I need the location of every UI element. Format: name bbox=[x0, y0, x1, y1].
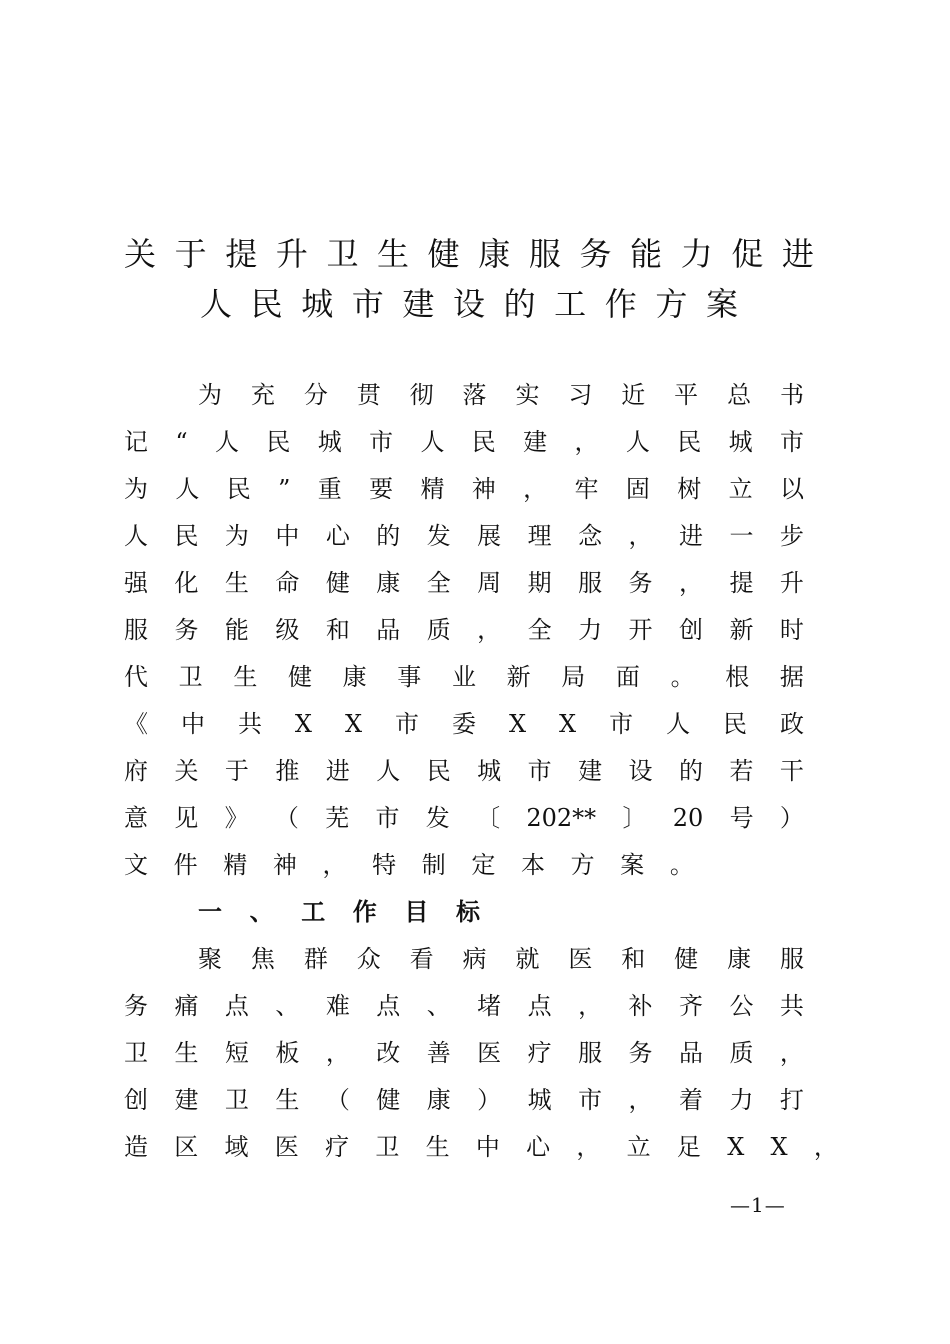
text-char: 市 bbox=[395, 710, 420, 738]
text-char: 焦 bbox=[250, 945, 275, 973]
text-char: 于 bbox=[224, 757, 249, 785]
text-char: 。 bbox=[669, 851, 694, 879]
text-char: 据 bbox=[779, 663, 804, 691]
text-char: 发 bbox=[425, 804, 450, 832]
title-char: 升 bbox=[275, 235, 308, 273]
text-char: 中 bbox=[275, 522, 300, 550]
paragraph-line bbox=[124, 845, 694, 885]
text-char: 提 bbox=[729, 569, 754, 597]
text-char: 新 bbox=[729, 616, 754, 644]
text-char: 改 bbox=[376, 1039, 401, 1067]
title-char: 人 bbox=[200, 285, 233, 323]
text-char: 齐 bbox=[678, 992, 703, 1020]
text-char: 全 bbox=[527, 616, 552, 644]
text-char: 质 bbox=[426, 616, 451, 644]
text-char: 康 bbox=[342, 663, 367, 691]
title-char: 于 bbox=[174, 235, 207, 273]
text-char: 力 bbox=[729, 1086, 754, 1114]
title-char: 促 bbox=[731, 235, 764, 273]
text-char: 人 bbox=[376, 757, 401, 785]
text-char: 康 bbox=[727, 945, 752, 973]
text-char: 医 bbox=[477, 1039, 502, 1067]
page-number: —1— bbox=[730, 1193, 786, 1217]
text-char: X bbox=[727, 1133, 745, 1161]
text-char: 推 bbox=[275, 757, 300, 785]
text-char: X bbox=[344, 710, 363, 738]
text-char: 为 bbox=[224, 522, 249, 550]
title-char: 卫 bbox=[326, 235, 359, 273]
text-char: 务 bbox=[174, 616, 199, 644]
text-char: 足 bbox=[676, 1133, 701, 1161]
text-char: 心 bbox=[325, 522, 350, 550]
title-char: 进 bbox=[781, 235, 814, 273]
text-char: 务 bbox=[628, 569, 653, 597]
text-char: 时 bbox=[779, 616, 804, 644]
text-char: 的 bbox=[376, 522, 401, 550]
text-char: 方 bbox=[570, 851, 595, 879]
text-char: 力 bbox=[578, 616, 603, 644]
text-char: 域 bbox=[224, 1133, 249, 1161]
text-char: 业 bbox=[451, 663, 476, 691]
text-char: 为 bbox=[198, 381, 222, 409]
text-char: 市 bbox=[578, 1086, 603, 1114]
text-char: ， bbox=[576, 1133, 601, 1161]
text-char: 全 bbox=[426, 569, 451, 597]
text-char: 卫 bbox=[178, 663, 203, 691]
text-char: 品 bbox=[376, 616, 401, 644]
text-char: X bbox=[508, 710, 527, 738]
text-char: X bbox=[294, 710, 312, 738]
text-char: 卫 bbox=[375, 1133, 400, 1161]
text-char: 民 bbox=[677, 428, 702, 456]
document-title-line-1 bbox=[124, 232, 814, 276]
paragraph-line bbox=[124, 798, 804, 838]
title-char: 康 bbox=[478, 235, 511, 273]
text-char: 步 bbox=[779, 522, 804, 550]
text-char: 设 bbox=[628, 757, 653, 785]
text-char: 疗 bbox=[325, 1133, 350, 1161]
text-char: 书 bbox=[779, 381, 804, 409]
text-char: 城 bbox=[477, 757, 502, 785]
text-char: 点 bbox=[224, 992, 249, 1020]
text-char: 短 bbox=[224, 1039, 249, 1067]
text-char: 近 bbox=[621, 381, 646, 409]
text-char: 、 bbox=[426, 992, 451, 1020]
text-char: 牢 bbox=[574, 475, 599, 503]
text-char: ， bbox=[628, 522, 653, 550]
text-char: 民 bbox=[174, 522, 199, 550]
text-char: 生 bbox=[233, 663, 258, 691]
text-char: 痛 bbox=[174, 992, 199, 1020]
text-char: 一 bbox=[729, 522, 754, 550]
text-char: 品 bbox=[678, 1039, 703, 1067]
text-char: 市 bbox=[369, 428, 394, 456]
text-char: 若 bbox=[729, 757, 754, 785]
text-char: 市 bbox=[609, 710, 634, 738]
text-char: 堵 bbox=[477, 992, 502, 1020]
text-char: 务 bbox=[124, 992, 148, 1020]
text-char: 善 bbox=[426, 1039, 451, 1067]
paragraph-line bbox=[198, 375, 804, 415]
text-char: 看 bbox=[409, 945, 434, 973]
title-char: 工 bbox=[554, 285, 587, 323]
paragraph-line bbox=[124, 986, 804, 1026]
text-char: 服 bbox=[578, 569, 603, 597]
text-char: 委 bbox=[452, 710, 476, 738]
text-char: 分 bbox=[303, 381, 328, 409]
text-char: 中 bbox=[475, 1133, 500, 1161]
text-char: 意 bbox=[124, 804, 148, 832]
text-char: 造 bbox=[124, 1133, 148, 1161]
text-char: 期 bbox=[527, 569, 552, 597]
text-char: ， bbox=[325, 1039, 350, 1067]
text-char: 目 bbox=[404, 897, 429, 926]
paragraph-line bbox=[124, 516, 804, 556]
paragraph-line bbox=[124, 704, 804, 744]
title-char: 力 bbox=[680, 235, 713, 273]
text-char: 共 bbox=[237, 710, 262, 738]
text-char: 区 bbox=[174, 1133, 199, 1161]
text-char: 人 bbox=[215, 428, 239, 456]
text-char: ， bbox=[523, 475, 548, 503]
text-char: 聚 bbox=[198, 945, 222, 973]
text-char: 以 bbox=[779, 475, 804, 503]
text-char: 的 bbox=[678, 757, 703, 785]
text-char: 务 bbox=[628, 1039, 653, 1067]
text-char: 卫 bbox=[224, 1086, 249, 1114]
text-char: 平 bbox=[674, 381, 699, 409]
paragraph-line bbox=[198, 939, 804, 979]
text-char: 彻 bbox=[409, 381, 434, 409]
text-char: 关 bbox=[174, 757, 199, 785]
text-char: 一 bbox=[198, 897, 222, 926]
text-char: ， bbox=[578, 992, 603, 1020]
text-char: 服 bbox=[779, 945, 804, 973]
text-char: 进 bbox=[678, 522, 703, 550]
text-char: （ bbox=[274, 804, 299, 832]
text-char: 市 bbox=[527, 757, 552, 785]
text-char: 疗 bbox=[527, 1039, 552, 1067]
text-char: 和 bbox=[325, 616, 350, 644]
text-char: 特 bbox=[372, 851, 397, 879]
text-char: 202** bbox=[526, 804, 597, 832]
text-char: 城 bbox=[728, 428, 753, 456]
text-char: 服 bbox=[124, 616, 148, 644]
text-char: 树 bbox=[677, 475, 702, 503]
text-char: 能 bbox=[224, 616, 249, 644]
text-char: 民 bbox=[723, 710, 748, 738]
text-char: ， bbox=[678, 569, 703, 597]
text-char: 心 bbox=[526, 1133, 551, 1161]
text-char: 病 bbox=[462, 945, 487, 973]
text-char: 健 bbox=[287, 663, 312, 691]
text-char: 周 bbox=[477, 569, 502, 597]
text-char: 打 bbox=[779, 1086, 804, 1114]
text-char: 局 bbox=[561, 663, 586, 691]
text-char: 人 bbox=[625, 428, 650, 456]
text-char: 医 bbox=[274, 1133, 299, 1161]
text-char: ， bbox=[628, 1086, 653, 1114]
title-char: 提 bbox=[225, 235, 258, 273]
title-char: 健 bbox=[427, 235, 460, 273]
text-char: 充 bbox=[250, 381, 275, 409]
text-char: 创 bbox=[124, 1086, 148, 1114]
text-char: 芜 bbox=[325, 804, 350, 832]
text-char: 案 bbox=[620, 851, 645, 879]
text-char: 落 bbox=[462, 381, 487, 409]
text-char: 民 bbox=[226, 475, 251, 503]
text-char: 人 bbox=[124, 522, 148, 550]
text-char: 群 bbox=[303, 945, 328, 973]
paragraph-line bbox=[124, 1033, 804, 1073]
text-char: 难 bbox=[325, 992, 350, 1020]
text-char: 民 bbox=[426, 757, 451, 785]
text-char: 干 bbox=[779, 757, 804, 785]
text-char: 民 bbox=[471, 428, 496, 456]
text-char: 生 bbox=[224, 569, 249, 597]
text-char: 根 bbox=[725, 663, 750, 691]
paragraph-line bbox=[124, 657, 804, 697]
title-char: 方 bbox=[655, 285, 688, 323]
title-char: 生 bbox=[377, 235, 410, 273]
text-char: 生 bbox=[275, 1086, 300, 1114]
text-char: 为 bbox=[124, 475, 148, 503]
text-char: 就 bbox=[515, 945, 540, 973]
text-char: 政 bbox=[780, 710, 804, 738]
text-char: 中 bbox=[180, 710, 205, 738]
text-char: 神 bbox=[272, 851, 297, 879]
text-char: 级 bbox=[275, 616, 300, 644]
text-char: 健 bbox=[674, 945, 699, 973]
text-char: ， bbox=[477, 616, 502, 644]
title-char: 服 bbox=[528, 235, 561, 273]
text-char: 展 bbox=[477, 522, 502, 550]
text-char: 发 bbox=[426, 522, 451, 550]
text-char: 念 bbox=[578, 522, 603, 550]
text-char: 精 bbox=[223, 851, 248, 879]
text-char: 人 bbox=[420, 428, 445, 456]
text-char: ， bbox=[813, 1133, 838, 1161]
text-char: 共 bbox=[779, 992, 804, 1020]
text-char: 开 bbox=[628, 616, 653, 644]
text-char: 事 bbox=[397, 663, 422, 691]
text-char: 、 bbox=[249, 897, 274, 926]
paragraph-line bbox=[124, 422, 804, 462]
text-char: 固 bbox=[625, 475, 650, 503]
text-char: 定 bbox=[471, 851, 496, 879]
text-char: 康 bbox=[376, 569, 401, 597]
text-char: 板 bbox=[275, 1039, 300, 1067]
text-char: 。 bbox=[670, 663, 695, 691]
text-char: 文 bbox=[124, 851, 148, 879]
title-char: 民 bbox=[250, 285, 283, 323]
paragraph-line bbox=[124, 563, 804, 603]
text-char: 民 bbox=[266, 428, 291, 456]
text-char: 重 bbox=[317, 475, 342, 503]
title-char: 设 bbox=[452, 285, 485, 323]
text-char: （ bbox=[325, 1086, 350, 1114]
paragraph-line bbox=[124, 1080, 804, 1120]
text-char: 实 bbox=[515, 381, 540, 409]
text-char: 建 bbox=[174, 1086, 199, 1114]
text-char: 市 bbox=[375, 804, 400, 832]
text-char: 人 bbox=[666, 710, 691, 738]
paragraph-line bbox=[124, 610, 804, 650]
text-char: X bbox=[559, 710, 577, 738]
text-char: 精 bbox=[420, 475, 445, 503]
text-char: 市 bbox=[779, 428, 804, 456]
text-char: 强 bbox=[124, 569, 148, 597]
text-char: 、 bbox=[275, 992, 300, 1020]
section-heading bbox=[198, 892, 480, 932]
text-char: 卫 bbox=[124, 1039, 148, 1067]
paragraph-line bbox=[124, 1127, 838, 1167]
text-char: 代 bbox=[124, 663, 148, 691]
text-char: 号 bbox=[729, 804, 754, 832]
text-char: 命 bbox=[275, 569, 300, 597]
text-char: 城 bbox=[527, 1086, 552, 1114]
text-char: ） bbox=[779, 804, 804, 832]
text-char: 生 bbox=[425, 1133, 450, 1161]
text-char: 新 bbox=[506, 663, 531, 691]
text-char: 府 bbox=[124, 757, 148, 785]
text-char: 要 bbox=[369, 475, 394, 503]
text-char: 件 bbox=[173, 851, 198, 879]
title-char: 市 bbox=[351, 285, 384, 323]
title-char: 案 bbox=[705, 285, 738, 323]
text-char: 升 bbox=[779, 569, 804, 597]
document-title-line-2 bbox=[200, 282, 738, 326]
text-char: 点 bbox=[376, 992, 401, 1020]
text-char: 贯 bbox=[356, 381, 381, 409]
title-char: 建 bbox=[402, 285, 435, 323]
text-char: 生 bbox=[174, 1039, 199, 1067]
text-char: 补 bbox=[628, 992, 653, 1020]
text-char: 着 bbox=[678, 1086, 703, 1114]
text-char: 神 bbox=[471, 475, 496, 503]
text-char: 城 bbox=[317, 428, 342, 456]
text-char: 公 bbox=[729, 992, 754, 1020]
text-char: 理 bbox=[527, 522, 552, 550]
text-char: 总 bbox=[727, 381, 752, 409]
text-char: ， bbox=[322, 851, 347, 879]
text-char: 见 bbox=[174, 804, 199, 832]
text-char: 记 bbox=[124, 428, 148, 456]
title-char: 的 bbox=[503, 285, 536, 323]
title-char: 作 bbox=[604, 285, 637, 323]
text-char: 标 bbox=[455, 897, 480, 926]
text-char: “ bbox=[175, 428, 188, 456]
text-char: ， bbox=[574, 428, 599, 456]
text-char: 化 bbox=[174, 569, 199, 597]
text-char: X bbox=[770, 1133, 788, 1161]
text-char: 工 bbox=[301, 897, 326, 926]
paragraph-line bbox=[124, 469, 804, 509]
text-char: 创 bbox=[678, 616, 703, 644]
text-char: 〕 bbox=[622, 804, 647, 832]
text-char: 立 bbox=[626, 1133, 651, 1161]
text-char: 制 bbox=[421, 851, 446, 879]
paragraph-line bbox=[124, 751, 804, 791]
text-char: 20 bbox=[672, 804, 704, 832]
text-char: 和 bbox=[621, 945, 646, 973]
text-char: ” bbox=[278, 475, 291, 503]
text-char: 健 bbox=[325, 569, 350, 597]
text-char: 》 bbox=[224, 804, 249, 832]
text-char: 众 bbox=[356, 945, 381, 973]
text-char: 面 bbox=[615, 663, 640, 691]
text-char: 服 bbox=[578, 1039, 603, 1067]
text-char: 点 bbox=[527, 992, 552, 1020]
text-char: 建 bbox=[523, 428, 548, 456]
text-char: 建 bbox=[578, 757, 603, 785]
text-char: ） bbox=[477, 1086, 502, 1114]
text-char: 健 bbox=[376, 1086, 401, 1114]
text-char: 人 bbox=[175, 475, 200, 503]
text-char: ， bbox=[779, 1039, 804, 1067]
text-char: 质 bbox=[729, 1039, 754, 1067]
text-char: 立 bbox=[728, 475, 753, 503]
text-char: 《 bbox=[124, 710, 148, 738]
text-char: 进 bbox=[325, 757, 350, 785]
title-char: 城 bbox=[301, 285, 334, 323]
text-char: 习 bbox=[568, 381, 593, 409]
title-char: 关 bbox=[124, 235, 157, 273]
title-char: 能 bbox=[630, 235, 663, 273]
text-char: 作 bbox=[352, 897, 377, 926]
text-char: 康 bbox=[426, 1086, 451, 1114]
text-char: 本 bbox=[521, 851, 545, 879]
text-char: 〔 bbox=[476, 804, 501, 832]
text-char: 医 bbox=[568, 945, 593, 973]
title-char: 务 bbox=[579, 235, 612, 273]
